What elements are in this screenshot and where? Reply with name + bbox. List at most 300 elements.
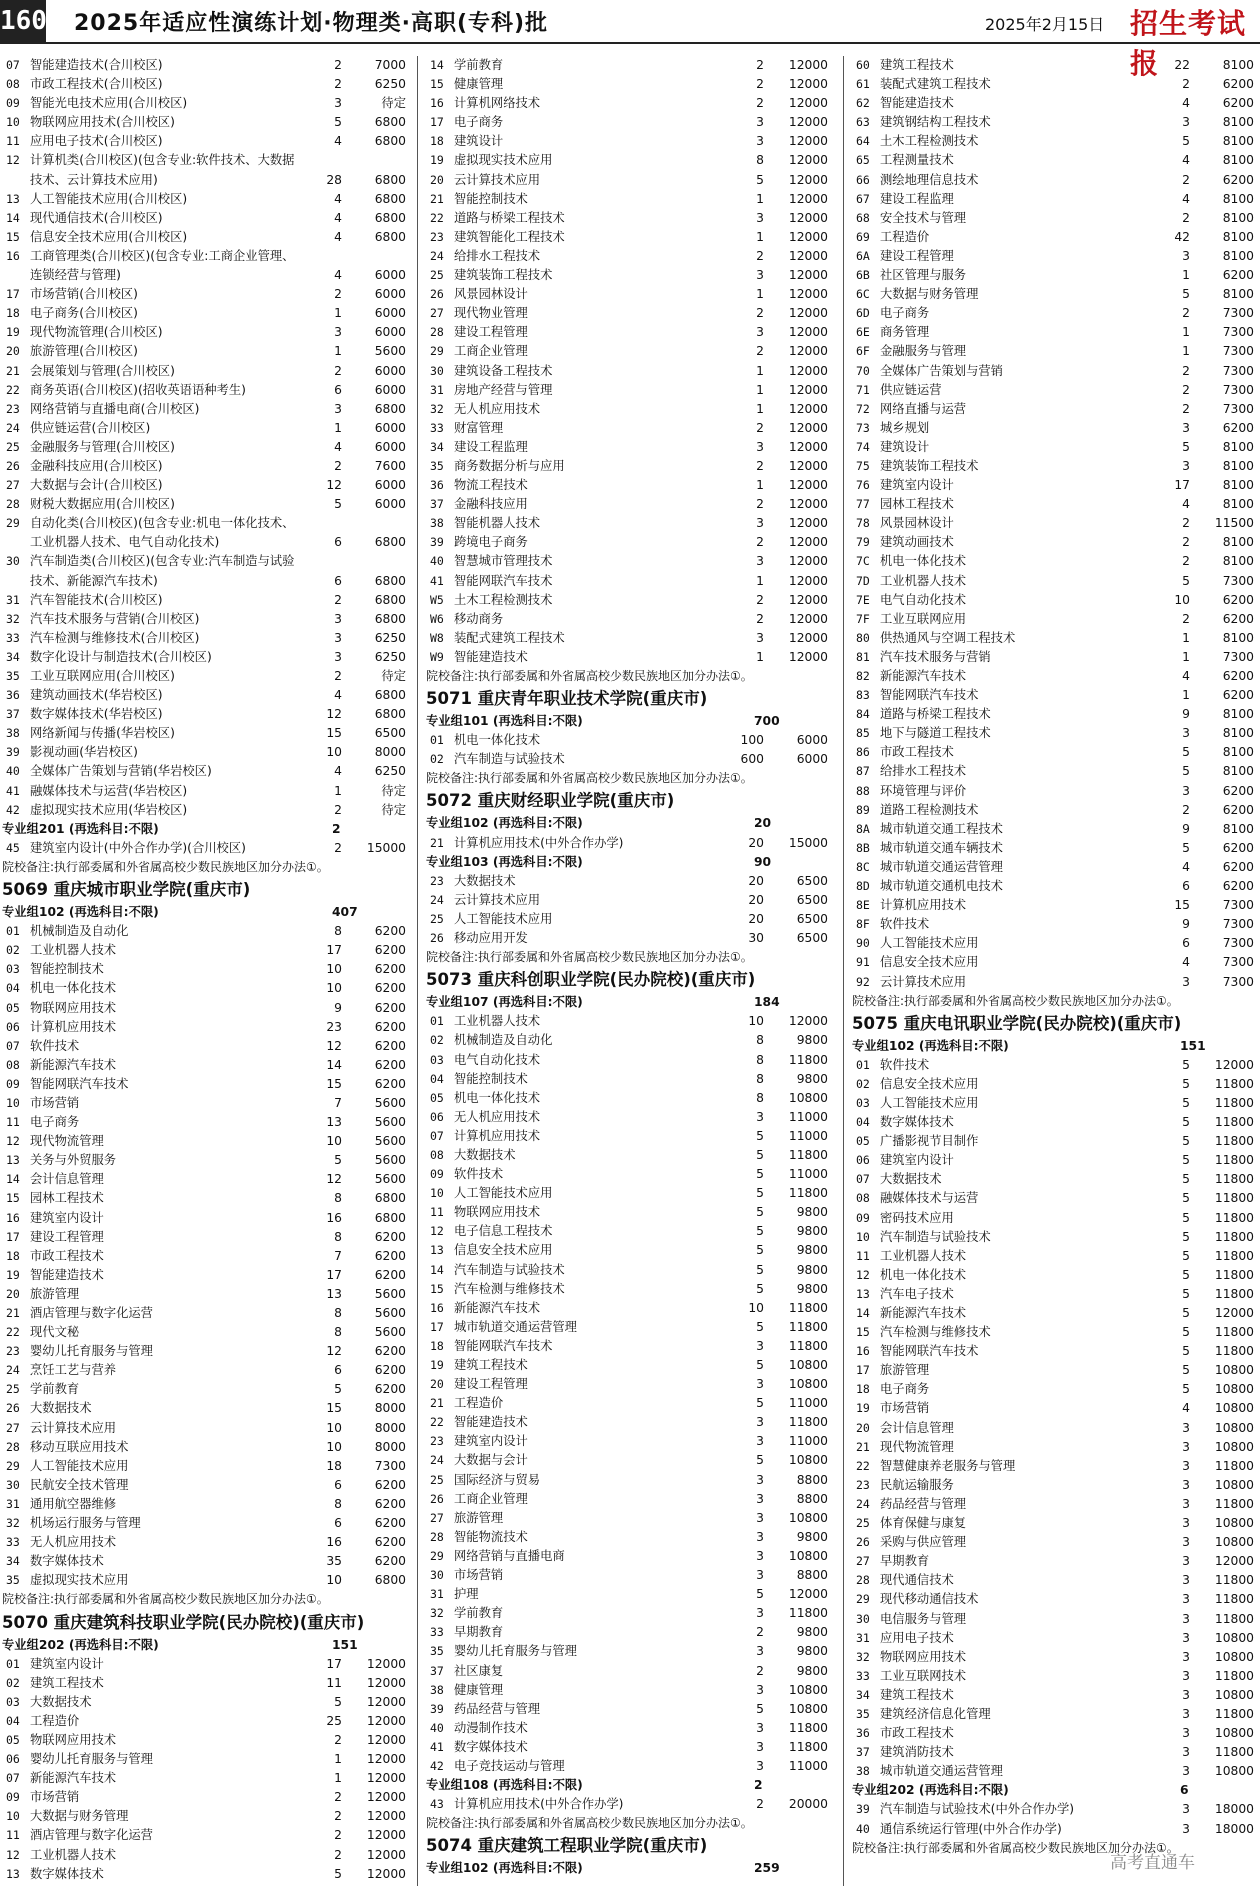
major-name: 建筑工程技术	[880, 58, 954, 72]
major-code: 03	[430, 1052, 444, 1067]
tuition-fee: 6800	[374, 535, 406, 550]
plan-count: 5	[1182, 134, 1190, 149]
plan-count: 2	[1182, 172, 1190, 187]
major-row	[0, 1571, 412, 1590]
major-name: 大数据技术	[30, 1401, 92, 1416]
major-name: 人工智能技术应用	[880, 1095, 979, 1110]
plan-count: 2	[334, 1809, 342, 1824]
major-row	[0, 342, 412, 361]
plan-count: 4	[334, 210, 342, 225]
major-name: 人工智能技术应用	[454, 1186, 553, 1201]
plan-count: 9	[334, 1000, 342, 1015]
plan-count: 6	[334, 1516, 342, 1531]
major-code: 40	[430, 1720, 444, 1735]
tuition-fee: 6200	[1222, 783, 1254, 798]
institution-note: 院校备注:执行部委属和外省属高校少数民族地区加分办法①。	[852, 993, 1179, 1008]
major-row	[850, 514, 1260, 533]
major-row	[424, 1280, 834, 1299]
tuition-fee: 待定	[381, 669, 406, 683]
plan-count: 3	[1182, 1611, 1190, 1626]
tuition-fee: 6250	[374, 649, 406, 664]
major-row	[424, 1566, 834, 1585]
tuition-fee: 5600	[374, 1115, 406, 1130]
tuition-fee: 11800	[1214, 1248, 1254, 1263]
plan-count: 2	[1182, 306, 1190, 321]
major-code: 07	[6, 1038, 20, 1053]
plan-count: 12	[326, 1172, 342, 1187]
plan-count: 20	[748, 835, 764, 850]
major-code: 62	[856, 96, 870, 111]
major-row	[424, 929, 834, 948]
major-code: 22	[6, 1325, 20, 1340]
tuition-fee: 11800	[1214, 1668, 1254, 1683]
major-group-label: 专业组201 (再选科目:不限)	[2, 821, 159, 836]
major-name: 城市轨道交通车辆技术	[880, 840, 1003, 855]
major-code: 09	[430, 1167, 444, 1182]
tuition-fee: 5600	[374, 1095, 406, 1110]
tuition-fee: 7300	[1222, 325, 1254, 340]
tuition-fee: 6200	[1222, 688, 1254, 703]
major-code: 05	[6, 1732, 20, 1747]
plan-count: 1	[334, 783, 342, 798]
major-name: 社区康复	[454, 1663, 504, 1678]
major-row	[424, 323, 834, 342]
major-row	[850, 1419, 1260, 1438]
plan-count: 7	[334, 1248, 342, 1263]
major-row	[424, 1585, 834, 1604]
major-row	[424, 285, 834, 304]
tuition-fee: 18000	[1214, 1821, 1254, 1836]
plan-count: 4	[334, 191, 342, 206]
major-code: 15	[430, 77, 444, 92]
major-code: 18	[430, 1338, 444, 1353]
plan-count: 1	[1182, 268, 1190, 283]
major-name: 现代物流管理	[30, 1134, 104, 1149]
major-code: 09	[6, 96, 20, 111]
tuition-fee: 8800	[796, 1472, 828, 1487]
major-code: 77	[856, 497, 870, 512]
plan-count: 8	[756, 1052, 764, 1067]
major-name: 机械制造及自动化	[30, 924, 129, 939]
tuition-fee: 12000	[788, 134, 828, 149]
major-row	[850, 94, 1260, 113]
major-code: 7F	[856, 611, 870, 626]
major-name: 物流工程技术	[454, 478, 528, 493]
tuition-fee: 6800	[374, 172, 406, 187]
major-code: 26	[6, 1401, 20, 1416]
major-row	[424, 533, 834, 552]
major-name: 智能建造技术	[454, 1415, 528, 1430]
major-code: 38	[856, 1764, 870, 1779]
major-name: 建筑工程技术	[880, 1687, 954, 1702]
plan-count: 13	[326, 1115, 342, 1130]
major-code: 01	[430, 1014, 444, 1029]
major-row	[424, 1241, 834, 1260]
tuition-fee: 8100	[1222, 134, 1254, 149]
major-code: 31	[856, 1630, 870, 1645]
tuition-fee: 12000	[366, 1656, 406, 1671]
major-name: 智能机器人技术	[454, 516, 541, 531]
major-row	[850, 820, 1260, 839]
major-code: 7E	[856, 592, 870, 607]
major-name: 通用航空器维修	[30, 1496, 117, 1511]
major-row	[850, 1495, 1260, 1514]
tuition-fee: 6800	[374, 191, 406, 206]
major-name: 电子商务	[880, 306, 930, 321]
major-code: 04	[856, 1115, 870, 1130]
plan-count: 42	[1174, 229, 1190, 244]
tuition-fee: 9800	[796, 1071, 828, 1086]
major-row	[850, 1323, 1260, 1342]
major-row	[424, 731, 834, 750]
major-name: 移动商务	[454, 611, 504, 626]
tuition-fee: 8100	[1222, 153, 1254, 168]
plan-count: 9	[1182, 917, 1190, 932]
major-row	[850, 610, 1260, 629]
tuition-fee: 6800	[374, 1210, 406, 1225]
tuition-fee: 8100	[1222, 439, 1254, 454]
major-code: 45	[6, 840, 20, 855]
plan-count: 4	[1182, 153, 1190, 168]
tuition-fee: 12000	[788, 401, 828, 416]
major-row	[850, 762, 1260, 781]
major-name: 建筑经济信息化管理	[880, 1706, 991, 1721]
plan-count: 13	[326, 1286, 342, 1301]
major-name: 商务管理	[880, 325, 930, 340]
major-code: 04	[6, 1713, 20, 1728]
plan-count: 3	[1182, 726, 1190, 741]
institution-title: 5075 重庆电讯职业学院(民办院校)(重庆市)	[852, 1013, 1182, 1033]
tuition-fee: 10800	[788, 1377, 828, 1392]
major-name: 护理	[454, 1587, 479, 1602]
plan-count: 3	[1182, 1535, 1190, 1550]
major-name: 旅游管理(合川校区)	[30, 344, 138, 359]
tuition-fee: 12000	[788, 516, 828, 531]
major-row	[0, 209, 412, 228]
major-code: 13	[6, 1153, 20, 1168]
major-code: 39	[6, 745, 20, 760]
plan-count: 15	[326, 726, 342, 741]
major-name: 建筑动画技术(华岩校区)	[30, 688, 163, 703]
major-code: 14	[6, 1172, 20, 1187]
major-name: 电子商务	[880, 1382, 930, 1397]
major-name: 无人机应用技术	[454, 401, 541, 416]
major-name: 软件技术	[880, 917, 930, 932]
major-code: 34	[856, 1687, 870, 1702]
plan-count: 5	[334, 115, 342, 130]
major-row	[424, 438, 834, 457]
major-name: 工商管理类(合川校区)(包含专业:工商企业管理、连锁经营与管理)	[30, 248, 295, 283]
major-row	[850, 1132, 1260, 1151]
plan-count: 1	[1182, 649, 1190, 664]
major-row	[0, 1094, 412, 1113]
plan-count: 1	[334, 306, 342, 321]
major-row	[0, 724, 412, 743]
major-code: 8B	[856, 840, 870, 855]
major-row	[850, 1686, 1260, 1705]
major-row	[424, 1528, 834, 1547]
tuition-fee: 6500	[796, 931, 828, 946]
major-code: 32	[430, 1606, 444, 1621]
tuition-fee: 8100	[1222, 287, 1254, 302]
major-code: 01	[6, 1656, 20, 1671]
major-code: 11	[6, 134, 20, 149]
plan-count: 5	[1182, 439, 1190, 454]
major-code: 6A	[856, 248, 870, 263]
major-code: 76	[856, 478, 870, 493]
major-row	[424, 1146, 834, 1165]
major-row	[0, 1495, 412, 1514]
plan-count: 5	[334, 497, 342, 512]
major-row	[424, 629, 834, 648]
major-name: 人工智能技术应用(合川校区)	[30, 191, 188, 206]
major-code: 13	[856, 1286, 870, 1301]
major-row	[850, 419, 1260, 438]
major-code: 23	[6, 401, 20, 416]
major-row	[424, 1051, 834, 1070]
major-row	[850, 1189, 1260, 1208]
tuition-fee: 6000	[796, 752, 828, 767]
major-code: 61	[856, 77, 870, 92]
major-code: 39	[430, 1701, 444, 1716]
major-row	[850, 1705, 1260, 1724]
tuition-fee: 8100	[1222, 630, 1254, 645]
major-name: 商务数据分析与应用	[454, 458, 565, 473]
plan-count: 2	[756, 611, 764, 626]
column-3	[850, 56, 1260, 1886]
plan-count: 7	[334, 1095, 342, 1110]
plan-count: 8	[756, 1071, 764, 1086]
plan-count: 2	[334, 840, 342, 855]
major-name: 建设工程管理	[30, 1229, 104, 1244]
plan-count: 5	[1182, 1248, 1190, 1263]
tuition-fee: 12000	[788, 1014, 828, 1029]
major-code: W8	[430, 630, 444, 645]
plan-count: 2	[334, 1828, 342, 1843]
major-name: 民航安全技术管理	[30, 1477, 129, 1492]
plan-count: 3	[334, 401, 342, 416]
plan-count: 2	[334, 77, 342, 92]
major-row	[424, 1165, 834, 1184]
tuition-fee: 8800	[796, 1491, 828, 1506]
major-row	[850, 1266, 1260, 1285]
major-row	[850, 323, 1260, 342]
plan-count: 22	[1174, 58, 1190, 72]
major-row	[850, 362, 1260, 381]
plan-count: 2	[756, 420, 764, 435]
major-name: 网络营销与直播电商(合川校区)	[30, 401, 200, 416]
major-row	[0, 762, 412, 781]
plan-count: 3	[756, 1529, 764, 1544]
tuition-fee: 11000	[788, 1128, 828, 1143]
tuition-fee: 6800	[374, 1191, 406, 1206]
major-name: 给排水工程技术	[454, 248, 541, 263]
major-name: 城市轨道交通运营管理	[880, 1764, 1003, 1779]
major-code: 86	[856, 745, 870, 760]
major-name: 商务英语(合川校区)(招收英语语种考生)	[30, 382, 246, 397]
plan-count: 5	[1182, 764, 1190, 779]
plan-count: 2	[756, 248, 764, 263]
major-code: 75	[856, 458, 870, 473]
major-row	[424, 1394, 834, 1413]
major-code: 28	[6, 497, 20, 512]
plan-count: 2	[756, 1625, 764, 1640]
major-name: 金融服务与管理	[880, 344, 967, 359]
major-group-label: 专业组103 (再选科目:不限)	[426, 854, 583, 869]
major-name: 财富管理	[454, 420, 504, 435]
plan-count: 3	[334, 96, 342, 111]
major-row	[850, 1800, 1260, 1819]
major-code: 39	[430, 535, 444, 550]
major-row	[0, 1693, 412, 1712]
major-row	[850, 304, 1260, 323]
major-name: 网络直播与运营	[880, 401, 967, 416]
plan-count: 17	[326, 943, 342, 958]
plan-count: 2	[334, 287, 342, 302]
major-code: 35	[6, 1573, 20, 1588]
major-code: 06	[856, 1153, 870, 1168]
major-row	[424, 457, 834, 476]
major-code: 10	[6, 1809, 20, 1824]
major-code: 21	[6, 363, 20, 378]
major-name: 人工智能技术应用	[30, 1458, 129, 1473]
major-group-label: 专业组108 (再选科目:不限)	[426, 1778, 583, 1793]
plan-count: 5	[334, 1382, 342, 1397]
major-code: 88	[856, 783, 870, 798]
major-group-count: 2	[332, 821, 341, 836]
major-code: 71	[856, 382, 870, 397]
tuition-fee: 6500	[796, 873, 828, 888]
tuition-fee: 11800	[1214, 1458, 1254, 1473]
tuition-fee: 7300	[1222, 573, 1254, 588]
major-code: 07	[6, 58, 20, 72]
major-row	[0, 1788, 412, 1807]
plan-count: 5	[1182, 1172, 1190, 1187]
major-name: 土木工程检测技术	[880, 134, 979, 149]
major-name: 智能建造技术	[454, 649, 528, 664]
major-row	[850, 782, 1260, 801]
major-name: 数字媒体技术	[30, 1554, 104, 1569]
major-name: 大数据技术	[454, 873, 516, 888]
plan-count: 5	[1182, 1344, 1190, 1359]
major-name: 电子商务	[454, 115, 504, 130]
tuition-fee: 6200	[374, 1248, 406, 1263]
major-name: 现代通信技术	[880, 1573, 954, 1588]
tuition-fee: 11800	[1214, 1153, 1254, 1168]
major-row	[850, 1648, 1260, 1667]
major-code: 18	[6, 1248, 20, 1263]
plan-count: 3	[1182, 1706, 1190, 1721]
plan-count: 3	[1182, 1726, 1190, 1741]
major-row	[850, 1075, 1260, 1094]
major-row	[850, 228, 1260, 247]
plan-count: 1	[756, 382, 764, 397]
major-row	[0, 591, 412, 610]
plan-count: 3	[1182, 1687, 1190, 1702]
major-code: 72	[856, 401, 870, 416]
tuition-fee: 11800	[1214, 1592, 1254, 1607]
major-code: 8E	[856, 898, 870, 913]
tuition-fee: 8000	[374, 1420, 406, 1435]
major-code: 30	[6, 554, 20, 569]
plan-count: 2	[756, 58, 764, 72]
major-name: 机械制造及自动化	[454, 1033, 553, 1048]
plan-count: 6	[1182, 936, 1190, 951]
tuition-fee: 10800	[788, 1682, 828, 1697]
tuition-fee: 11800	[1214, 1325, 1254, 1340]
major-row	[850, 591, 1260, 610]
major-row	[0, 941, 412, 960]
major-code: 27	[430, 306, 444, 321]
tuition-fee: 6800	[374, 115, 406, 130]
major-row	[0, 1552, 412, 1571]
major-name: 移动互联应用技术	[30, 1439, 129, 1454]
major-name: 新能源汽车技术	[30, 1057, 117, 1072]
major-code: 21	[430, 1396, 444, 1411]
major-row	[424, 362, 834, 381]
major-group-label: 专业组102 (再选科目:不限)	[852, 1038, 1009, 1053]
major-name: 信息安全技术应用(合川校区)	[30, 229, 188, 244]
major-row	[0, 1018, 412, 1037]
plan-count: 3	[1182, 974, 1190, 989]
tuition-fee: 9800	[796, 1262, 828, 1277]
major-name: 机电一体化技术	[454, 1090, 541, 1105]
plan-count: 2	[334, 1847, 342, 1862]
major-name: 酒店管理与数字化运营	[30, 1306, 153, 1320]
plan-count: 5	[1182, 1191, 1190, 1206]
major-row	[0, 999, 412, 1018]
plan-count: 3	[756, 1472, 764, 1487]
tuition-fee: 9800	[796, 1281, 828, 1296]
plan-count: 5	[1182, 840, 1190, 855]
plan-count: 2	[334, 458, 342, 473]
major-name: 城市轨道交通运营管理	[880, 859, 1003, 874]
plan-count: 4	[1182, 96, 1190, 111]
tuition-fee: 11800	[788, 1319, 828, 1334]
tuition-fee: 11800	[1214, 1210, 1254, 1225]
plan-count: 16	[326, 1535, 342, 1550]
major-code: 41	[430, 573, 444, 588]
plan-count: 12	[326, 1038, 342, 1053]
major-name: 计算机应用技术	[30, 1019, 117, 1034]
major-name: 健康管理	[454, 77, 504, 92]
tuition-fee: 12000	[1214, 1306, 1254, 1320]
major-code: 02	[6, 943, 20, 958]
tuition-fee: 10800	[1214, 1649, 1254, 1664]
major-row	[850, 285, 1260, 304]
tuition-fee: 7300	[1222, 649, 1254, 664]
major-code: 16	[430, 96, 444, 111]
tuition-fee: 6200	[374, 1363, 406, 1378]
major-name: 国际经济与贸易	[454, 1472, 541, 1487]
plan-count: 15	[1174, 898, 1190, 913]
major-code: 29	[856, 1592, 870, 1607]
major-code: 19	[430, 153, 444, 168]
major-code: 37	[856, 1745, 870, 1760]
major-name: 智能网联汽车技术	[30, 1076, 129, 1091]
major-row	[424, 342, 834, 361]
plan-count: 12	[326, 478, 342, 493]
major-name: 新能源汽车技术	[454, 1300, 541, 1315]
major-row	[424, 476, 834, 495]
major-name: 大数据技术	[30, 1694, 92, 1709]
plan-count: 2	[756, 1797, 764, 1812]
tuition-fee: 8100	[1222, 535, 1254, 550]
major-row	[0, 132, 412, 151]
tuition-fee: 11800	[1214, 1496, 1254, 1511]
major-name: 机电一体化技术	[454, 733, 541, 748]
plan-count: 4	[334, 134, 342, 149]
